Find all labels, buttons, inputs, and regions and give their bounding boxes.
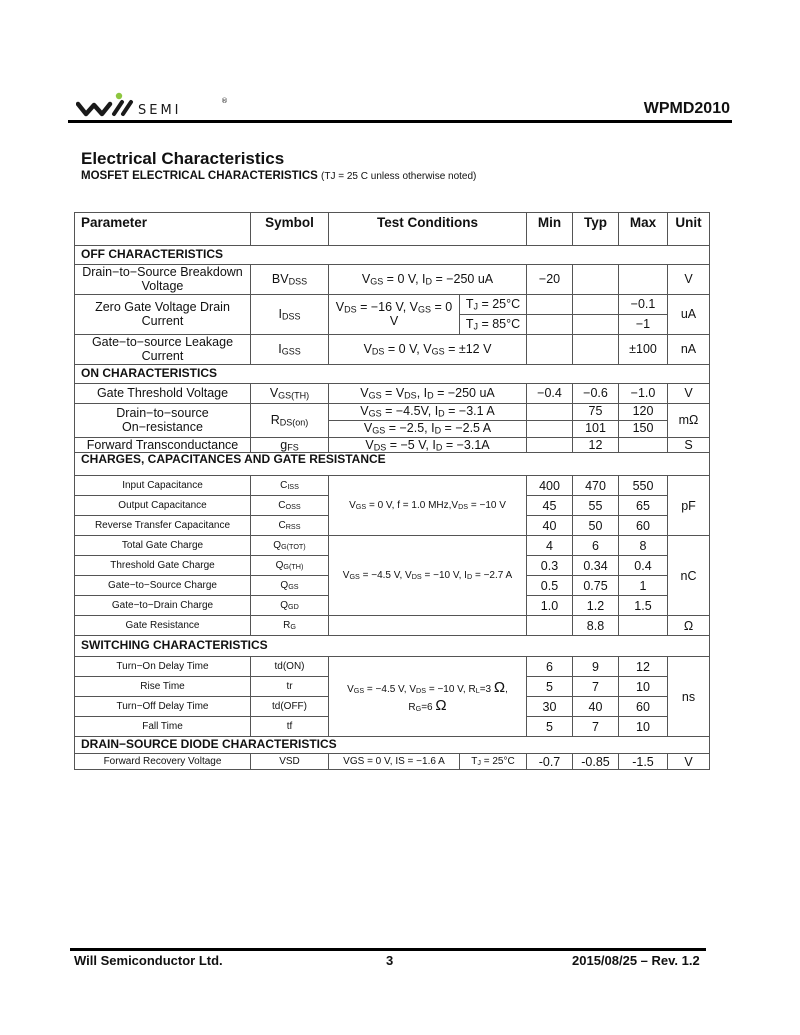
max-cell: 12: [619, 657, 668, 677]
category-row: [75, 636, 710, 657]
table-row: [75, 657, 710, 677]
min-cell: 4: [527, 536, 573, 556]
param-cell: Output Capacitance: [75, 496, 251, 516]
max-cell: [619, 616, 668, 636]
table-header-row: [75, 213, 710, 246]
typ-cell: 101: [573, 420, 619, 437]
max-cell: 60: [619, 697, 668, 717]
typ-cell: 50: [573, 516, 619, 536]
symbol-cell: td(ON): [251, 657, 329, 677]
typ-cell: 8.8: [573, 616, 619, 636]
unit-cell: V: [668, 754, 710, 770]
table-row: [75, 403, 710, 420]
param-cell: Forward Recovery Voltage: [75, 754, 251, 770]
symbol-cell: $Q_{GS}$: [251, 576, 329, 596]
table-row: [75, 616, 710, 636]
param-cell: Gate Threshold Voltage: [75, 383, 251, 403]
min-cell: 5: [527, 677, 573, 697]
header-max: Max: [619, 213, 668, 246]
electrical-characteristics-table: [74, 212, 710, 770]
category-row: [75, 737, 710, 754]
section-title: Electrical Characteristics: [81, 149, 285, 168]
condition-cell: $V_{DS} = 0$ V, $V_{GS} = \pm 12$ V: [329, 334, 527, 364]
symbol-cell: $R_{DS(on)}$: [251, 403, 329, 437]
category-off: OFF CHARACTERISTICS: [75, 246, 710, 265]
min-cell: [527, 420, 573, 437]
table-row: [75, 754, 710, 770]
min-cell: 6: [527, 657, 573, 677]
min-cell: [527, 314, 573, 334]
category-switching: SWITCHING CHARACTERISTICS: [75, 636, 710, 657]
footer-rule: [70, 948, 706, 951]
min-cell: [527, 403, 573, 420]
condition-cell: $V_{DS} = -5$ V, $I_D = -3.1A$: [329, 437, 527, 453]
min-cell: [527, 294, 573, 314]
unit-cell: S: [668, 437, 710, 453]
subcondition-cell: $T_J = 85^\circ C$: [460, 314, 527, 334]
unit-cell: nA: [668, 334, 710, 364]
subtitle-text: MOSFET ELECTRICAL CHARACTERISTICS: [81, 170, 318, 182]
param-cell: Turn−On Delay Time: [75, 657, 251, 677]
max-cell: [619, 437, 668, 453]
typ-cell: [573, 334, 619, 364]
symbol-cell: $C_{ISS}$: [251, 476, 329, 496]
condition-cell: $V_{GS} = 0$ V, $I_D = -250$ uA: [329, 265, 527, 295]
min-cell: −20: [527, 265, 573, 295]
typ-cell: 12: [573, 437, 619, 453]
typ-cell: [573, 294, 619, 314]
willsemi-logo: [76, 92, 236, 120]
table-row: [75, 437, 710, 453]
min-cell: 1.0: [527, 596, 573, 616]
min-cell: [527, 334, 573, 364]
condition-cell: $V_{GS} = -4.5$ V, $V_{DS} = -10$ V, $I_D = -2.7$ A: [329, 536, 527, 616]
condition-cell: $V_{DS} = -16$ V, $V_{GS} = 0$ V: [329, 294, 460, 334]
max-cell: 1: [619, 576, 668, 596]
param-cell: Zero Gate Voltage Drain Current: [75, 294, 251, 334]
min-cell: 45: [527, 496, 573, 516]
max-cell: [619, 265, 668, 295]
max-cell: 0.4: [619, 556, 668, 576]
subcondition-cell: $T_J = 25^\circ C$: [460, 294, 527, 314]
min-cell: 400: [527, 476, 573, 496]
symbol-cell: $I_{DSS}$: [251, 294, 329, 334]
min-cell: 0.3: [527, 556, 573, 576]
table-row: [75, 265, 710, 295]
min-cell: 40: [527, 516, 573, 536]
max-cell: -1.5: [619, 754, 668, 770]
min-cell: -0.7: [527, 754, 573, 770]
header-min: Min: [527, 213, 573, 246]
typ-cell: 7: [573, 717, 619, 737]
min-cell: 30: [527, 697, 573, 717]
header-rule: [68, 120, 732, 123]
symbol-cell: $C_{RSS}$: [251, 516, 329, 536]
symbol-cell: $Q_{G(TOT)}$: [251, 536, 329, 556]
max-cell: 8: [619, 536, 668, 556]
max-cell: 150: [619, 420, 668, 437]
typ-cell: 75: [573, 403, 619, 420]
max-cell: ±100: [619, 334, 668, 364]
typ-cell: 0.34: [573, 556, 619, 576]
max-cell: 550: [619, 476, 668, 496]
typ-cell: 470: [573, 476, 619, 496]
typ-cell: 40: [573, 697, 619, 717]
table-row: [75, 536, 710, 556]
max-cell: 65: [619, 496, 668, 516]
unit-cell: V: [668, 265, 710, 295]
logo-text: SEMI: [138, 103, 182, 118]
unit-cell: V: [668, 383, 710, 403]
param-cell: Drain−to−Source Breakdown Voltage: [75, 265, 251, 295]
section-subtitle: [81, 170, 476, 182]
symbol-cell: $Q_{G(TH)}$: [251, 556, 329, 576]
typ-cell: [573, 265, 619, 295]
unit-cell: mΩ: [668, 403, 710, 437]
max-cell: −1: [619, 314, 668, 334]
registered-mark: ®: [221, 97, 228, 105]
max-cell: 10: [619, 677, 668, 697]
subtitle-condition: (TJ = 25 C unless otherwise noted): [321, 171, 477, 182]
param-cell: Drain−to−source On−resistance: [75, 403, 251, 437]
condition-cell: VGS = 0 V, IS = −1.6 A: [329, 754, 460, 770]
header-parameter: Parameter: [75, 213, 251, 246]
footer-revision: 2015/08/25 – Rev. 1.2: [572, 953, 700, 968]
table-row: [75, 294, 710, 314]
min-cell: −0.4: [527, 383, 573, 403]
typ-cell: -0.85: [573, 754, 619, 770]
category-diode: DRAIN−SOURCE DIODE CHARACTERISTICS: [75, 737, 710, 754]
header-test-conditions: Test Conditions: [329, 213, 527, 246]
min-cell: [527, 437, 573, 453]
typ-cell: 9: [573, 657, 619, 677]
condition-cell: $V_{GS} = V_{DS}$, $I_D = -250$ uA: [329, 383, 527, 403]
min-cell: 5: [527, 717, 573, 737]
typ-cell: 6: [573, 536, 619, 556]
param-cell: Gate−to−source Leakage Current: [75, 334, 251, 364]
max-cell: 1.5: [619, 596, 668, 616]
symbol-cell: $Q_{GD}$: [251, 596, 329, 616]
category-row: [75, 453, 710, 476]
min-cell: [527, 616, 573, 636]
category-row: [75, 246, 710, 265]
symbol-cell: $C_{OSS}$: [251, 496, 329, 516]
typ-cell: 1.2: [573, 596, 619, 616]
typ-cell: 55: [573, 496, 619, 516]
param-cell: Threshold Gate Charge: [75, 556, 251, 576]
condition-cell: $V_{GS} = -4.5$ V, $V_{DS} = -10$ V, $R_L=3$ Ω, $R_G=6$ Ω: [329, 657, 527, 737]
param-cell: Gate−to−Source Charge: [75, 576, 251, 596]
condition-cell: $V_{GS} = -2.5$, $I_D = -2.5$ A: [329, 420, 527, 437]
param-cell: Reverse Transfer Capacitance: [75, 516, 251, 536]
table-row: [75, 334, 710, 364]
typ-cell: 7: [573, 677, 619, 697]
symbol-cell: VSD: [251, 754, 329, 770]
symbol-cell: $V_{GS(TH)}$: [251, 383, 329, 403]
part-number: WPMD2010: [643, 100, 730, 117]
max-cell: 60: [619, 516, 668, 536]
category-on: ON CHARACTERISTICS: [75, 364, 710, 383]
symbol-cell: $I_{GSS}$: [251, 334, 329, 364]
condition-cell: [329, 616, 527, 636]
condition-cell: $V_{GS} = -4.5V$, $I_D = -3.1$ A: [329, 403, 527, 420]
unit-cell: nC: [668, 536, 710, 616]
param-cell: Turn−Off Delay Time: [75, 697, 251, 717]
footer-company: Will Semiconductor Ltd.: [74, 953, 223, 968]
footer-page-number: 3: [386, 953, 394, 968]
unit-cell: Ω: [668, 616, 710, 636]
condition-cell: $V_{GS} = 0$ V, f = 1.0 $MHz,V_{DS} = -10$ V: [329, 476, 527, 536]
symbol-cell: $R_G$: [251, 616, 329, 636]
typ-cell: 0.75: [573, 576, 619, 596]
unit-cell: uA: [668, 294, 710, 334]
header-unit: Unit: [668, 213, 710, 246]
symbol-cell: tf: [251, 717, 329, 737]
header-typ: Typ: [573, 213, 619, 246]
param-cell: Gate Resistance: [75, 616, 251, 636]
max-cell: −0.1: [619, 294, 668, 314]
typ-cell: [573, 314, 619, 334]
param-cell: Forward Transconductance: [75, 437, 251, 453]
max-cell: −1.0: [619, 383, 668, 403]
symbol-cell: $BV_{DSS}$: [251, 265, 329, 295]
subcondition-cell: $T_J = 25^\circ C$: [460, 754, 527, 770]
max-cell: 10: [619, 717, 668, 737]
param-cell: Rise Time: [75, 677, 251, 697]
symbol-cell: $g_{FS}$: [251, 437, 329, 453]
symbol-cell: tr: [251, 677, 329, 697]
table-row: [75, 383, 710, 403]
unit-cell: ns: [668, 657, 710, 737]
category-row: [75, 364, 710, 383]
logo-dot-icon: [116, 93, 122, 99]
min-cell: 0.5: [527, 576, 573, 596]
unit-cell: pF: [668, 476, 710, 536]
category-charges: CHARGES, CAPACITANCES AND GATE RESISTANCE: [75, 453, 710, 476]
max-cell: 120: [619, 403, 668, 420]
param-cell: Fall Time: [75, 717, 251, 737]
param-cell: Gate−to−Drain Charge: [75, 596, 251, 616]
table-row: [75, 476, 710, 496]
param-cell: Input Capacitance: [75, 476, 251, 496]
param-cell: Total Gate Charge: [75, 536, 251, 556]
symbol-cell: td(OFF): [251, 697, 329, 717]
typ-cell: −0.6: [573, 383, 619, 403]
header-symbol: Symbol: [251, 213, 329, 246]
